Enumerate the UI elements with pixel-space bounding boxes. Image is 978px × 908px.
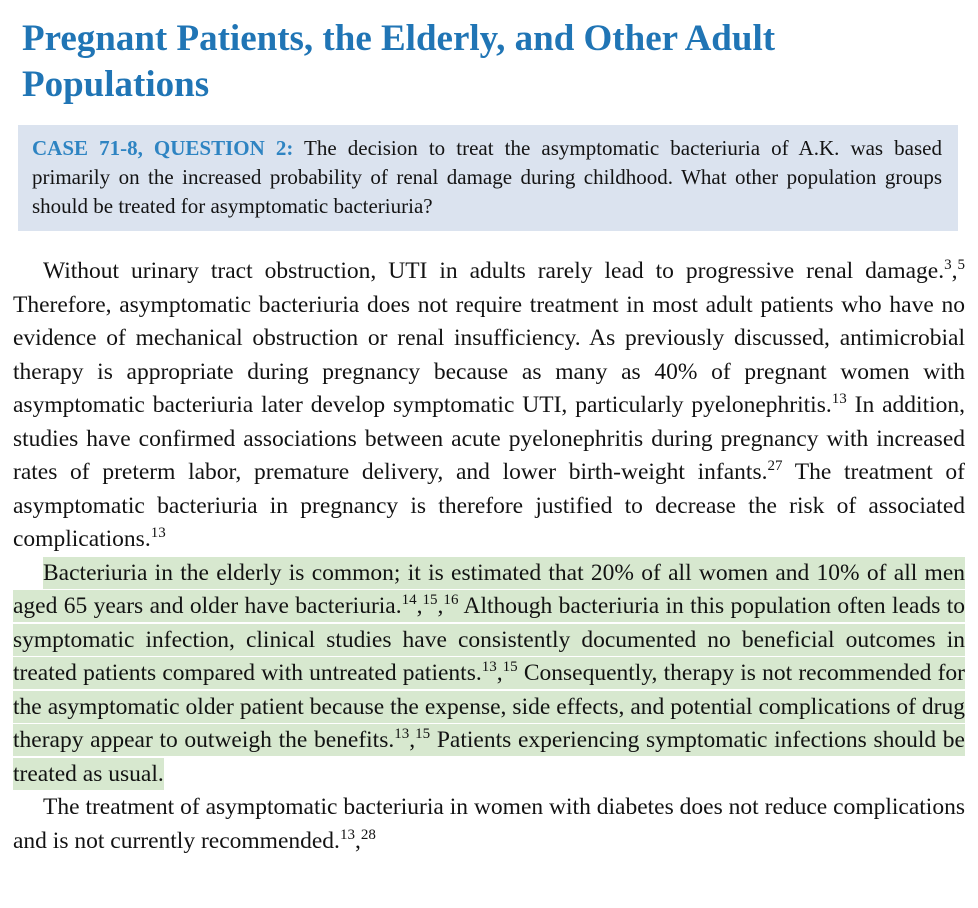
page-title: Pregnant Patients, the Elderly, and Other Adult Populations <box>22 18 776 105</box>
text-run: , <box>354 827 361 854</box>
text-run: Therefore, asymptomatic bacteriuria does not require treatment in most adult patients who have no evidence of mechanical obstruction or renal insufficiency. As previously discussed, antimicrobial therapy is appropriate during pregnancy because as many as 40% of pregnant women with asymptomatic bacteriuria later develop symptomatic UTI, particularly pyelonephritis. <box>13 291 965 418</box>
reference-superscript: 27 <box>767 458 783 475</box>
reference-superscript: 13 <box>831 391 847 408</box>
reference-superscript: 15 <box>502 659 518 676</box>
reference-superscript: 14 <box>401 592 417 609</box>
reference-superscript: 13 <box>150 525 166 542</box>
case-question-text <box>32 134 942 221</box>
reference-superscript: 15 <box>422 592 438 609</box>
reference-superscript: 13 <box>481 659 497 676</box>
reference-superscript: 13 <box>339 826 355 843</box>
article-body <box>13 255 965 858</box>
text-run: Patients experiencing symptomatic infections should be treated as usual. <box>13 727 965 787</box>
reference-superscript: 3 <box>944 257 952 274</box>
reference-superscript: 28 <box>360 826 376 843</box>
case-question-body: The decision to treat the asymptomatic bacteriuria of A.K. was based primarily on the increased probability of renal damage during childhood. What other population groups should be treated for asymptomatic bacteriuria? <box>32 136 942 218</box>
text-span <box>13 258 965 552</box>
text-run: Although bacteriuria in this population often leads to symptomatic infection, clinical studies have consistently documented no beneficial outcomes in treated patients compared with untreated patients. <box>13 593 965 686</box>
text-run: The treatment of asymptomatic bacteriuria in women with diabetes does not reduce complications and is not currently recommended. <box>13 794 965 854</box>
paragraph <box>13 791 965 858</box>
text-run: In addition, studies have confirmed associations between acute pyelonephritis during pregnancy with increased rates of preterm labor, premature delivery, and lower birth-weight infants. <box>13 392 965 485</box>
text-run: The treatment of asymptomatic bacteriuria in pregnancy is therefore justified to decrease the risk of associated complications. <box>13 459 966 552</box>
text-span <box>13 794 965 854</box>
paragraph-highlighted <box>13 557 965 792</box>
text-run: Consequently, therapy is not recommended for the asymptomatic older patient because the expense, side effects, and potential complications of drug therapy appear to outweigh the benefits. <box>13 660 966 753</box>
highlight-span <box>13 557 965 790</box>
reference-superscript: 15 <box>415 726 431 743</box>
text-run: , <box>409 727 416 753</box>
text-run: , <box>437 593 444 619</box>
reference-superscript: 13 <box>394 726 410 743</box>
case-question-label: CASE 71-8, QUESTION 2: <box>32 136 294 160</box>
text-run: Bacteriuria in the elderly is common; it is estimated that 20% of all women and 10% of all men aged 65 years and older have bacteriuria. <box>13 559 965 619</box>
case-question-box <box>18 125 958 231</box>
text-run: Without urinary tract obstruction, UTI in adults rarely lead to progressive renal damage. <box>43 258 945 284</box>
text-run: , <box>951 258 958 284</box>
text-run: , <box>416 593 423 619</box>
text-run: , <box>496 660 503 686</box>
paragraph <box>13 255 965 557</box>
reference-superscript: 16 <box>443 592 459 609</box>
reference-superscript: 5 <box>957 257 965 274</box>
